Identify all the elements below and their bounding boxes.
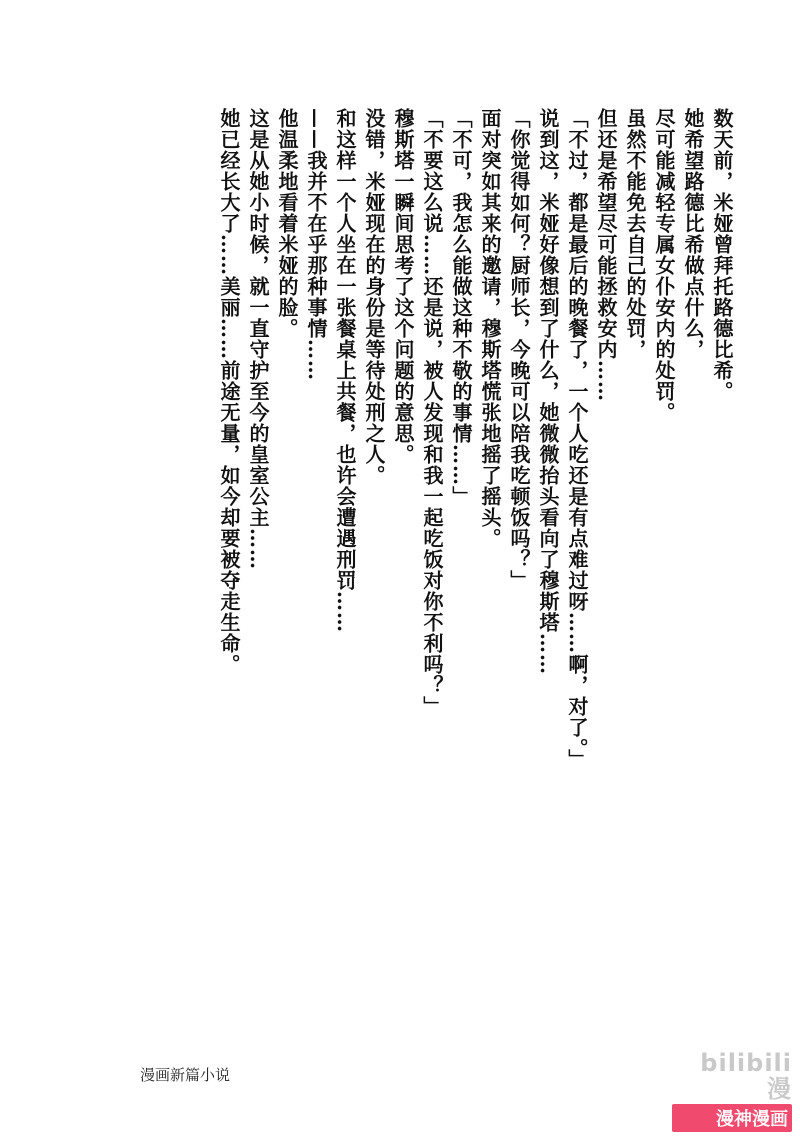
watermark bbox=[672, 1050, 792, 1132]
text-line: 没错，米娅现在的身份是等待处刑之人。 bbox=[362, 108, 386, 486]
text-line: 她已经长大了……美丽……前途无量，如今却要被夺走生命。 bbox=[217, 108, 241, 675]
text-line: 说到这，米娅好像想到了什么，她微微抬头看向了穆斯塔…… bbox=[536, 108, 560, 675]
text-line: 和这样一个人坐在一张餐桌上共餐，也许会遭遇刑罚…… bbox=[333, 108, 357, 633]
footer-book-title: 漫画新篇小说 bbox=[140, 1066, 231, 1084]
text-line: 「你觉得如何？厨师长，今晚可以陪我吃顿饭吗？」 bbox=[507, 108, 531, 591]
bilibili-logo: bilibili 漫 bbox=[700, 1049, 792, 1103]
text-line: 数天前，米娅曾拜托路德比希。 bbox=[710, 108, 734, 402]
text-line: 她希望路德比希做点什么， bbox=[681, 108, 705, 360]
text-line: 「不可，我怎么能做这种不敬的事情……」 bbox=[449, 108, 473, 507]
text-line: 虽然不能免去自己的处罚， bbox=[623, 108, 647, 360]
text-line: 他温柔地看着米娅的脸。 bbox=[275, 108, 299, 339]
text-line: 「不过，都是最后的晚餐了，一个人吃还是有点难过呀……啊，对了。」 bbox=[565, 108, 589, 770]
text-line: 尽可能减轻专属女仆安内的处罚。 bbox=[652, 108, 676, 423]
text-line: ——我并不在乎那种事情…… bbox=[304, 108, 328, 381]
text-line: 但还是希望尽可能拯救安内…… bbox=[594, 108, 618, 402]
text-line: 穆斯塔一瞬间思考了这个问题的意思。 bbox=[391, 108, 415, 465]
text-line: 这是从她小时候，就一直守护至今的皇室公主…… bbox=[246, 108, 270, 570]
novel-text-block bbox=[214, 108, 736, 770]
watermark-label: 漫神漫画 bbox=[672, 1104, 792, 1132]
text-line: 「不要这么说……还是说，被人发现和我一起吃饭对你不利吗？」 bbox=[420, 108, 444, 717]
text-line: 面对突如其来的邀请，穆斯塔慌张地摇了摇头。 bbox=[478, 108, 502, 549]
